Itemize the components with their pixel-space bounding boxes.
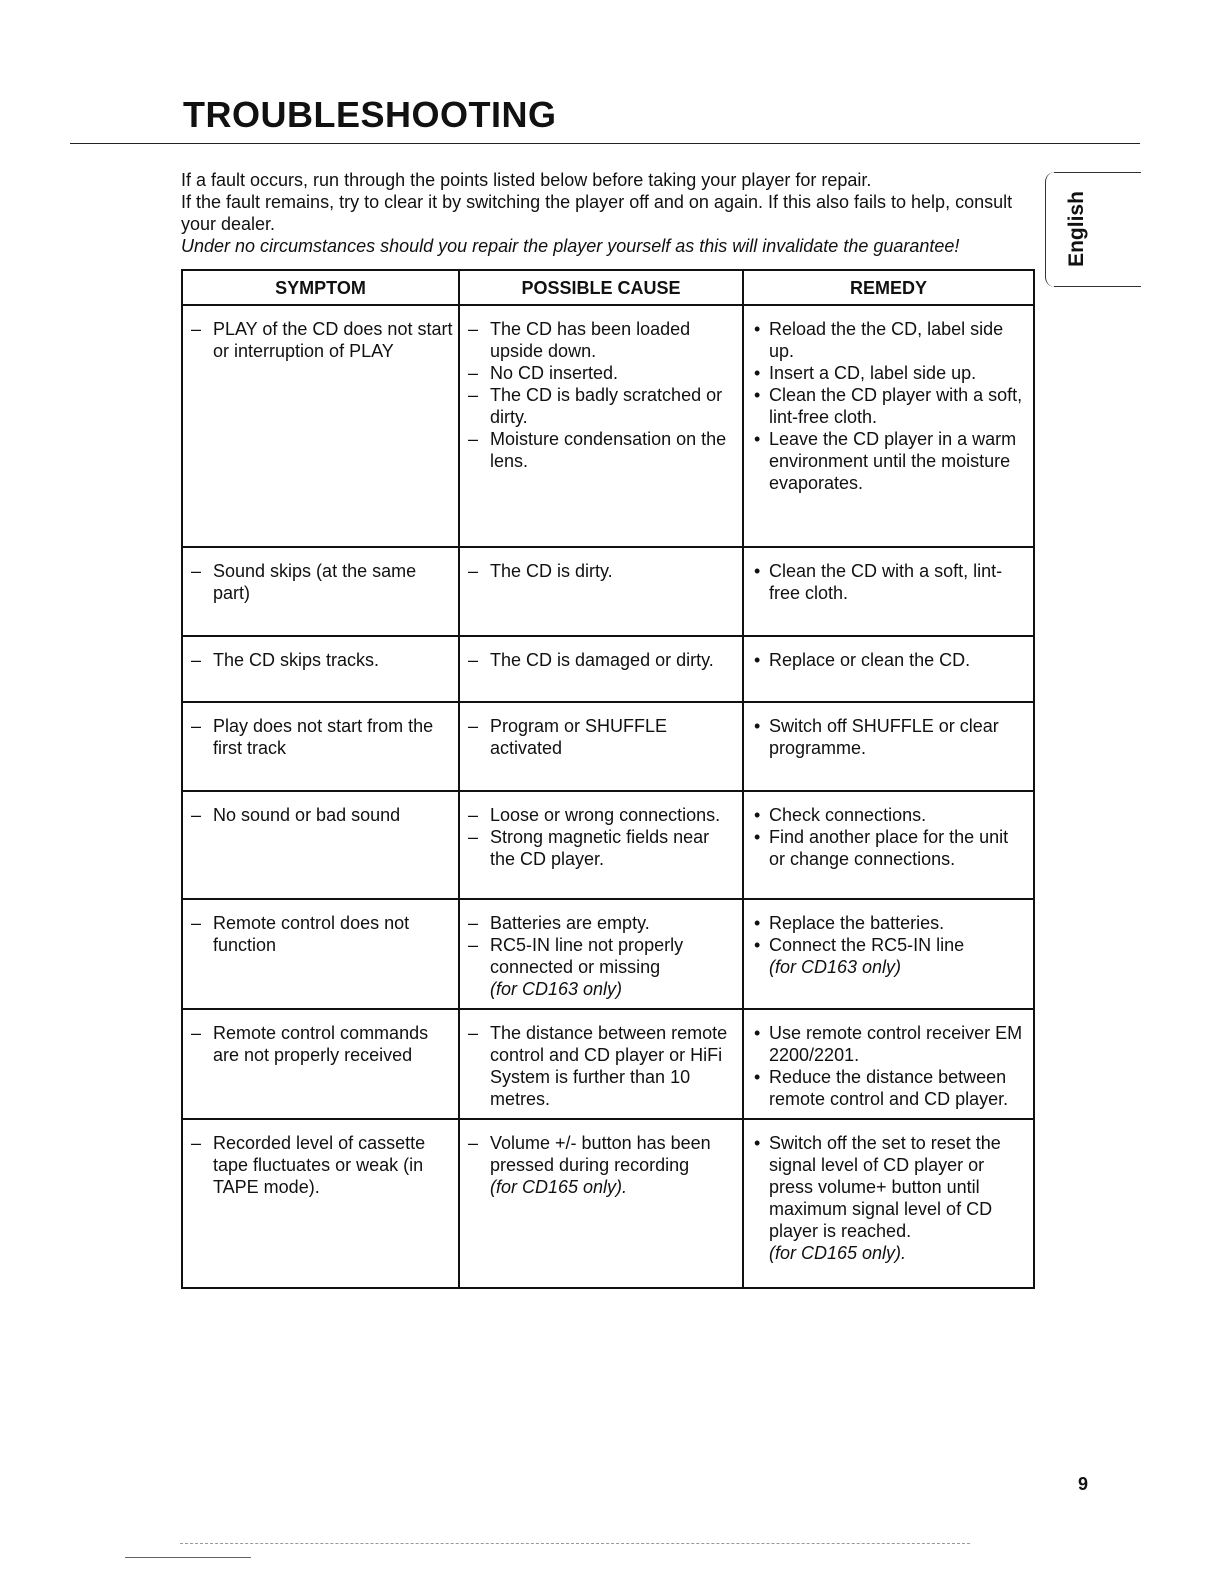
- remedy-cell-item: [752, 826, 1029, 870]
- cause-cell-text: The CD has been loaded upside down.: [490, 319, 691, 361]
- remedy-cell-item: [752, 715, 1029, 759]
- remedy-cell-text: Replace the batteries.: [769, 913, 945, 933]
- cause-cell-list: [468, 560, 738, 582]
- cause-cell-item: [468, 934, 738, 1000]
- remedy-cell-text: Replace or clean the CD.: [769, 650, 971, 670]
- symptom-cell: [182, 636, 459, 702]
- intro-line-1: If a fault occurs, run through the points listed below before taking your player for repair.: [181, 170, 872, 190]
- symptom-cell-text: Remote control does not function: [213, 913, 410, 955]
- model-note: (for CD163 only): [490, 979, 623, 999]
- cause-cell-text: The CD is dirty.: [490, 561, 613, 581]
- cause-cell-item: [468, 384, 738, 428]
- page-number: 9: [1078, 1474, 1089, 1494]
- symptom-cell-list: [191, 1132, 454, 1198]
- header-symptom: SYMPTOM: [182, 270, 459, 305]
- table-row: [182, 702, 1034, 791]
- symptom-cell-text: PLAY of the CD does not start or interruption of PLAY: [213, 319, 453, 361]
- remedy-cell-text: Use remote control receiver EM 2200/2201.: [769, 1023, 1023, 1065]
- symptom-cell-text: Remote control commands are not properly received: [213, 1023, 429, 1065]
- symptom-cell-item: [191, 649, 454, 671]
- remedy-cell: [743, 547, 1034, 636]
- cause-cell-text: Strong magnetic fields near the CD player.: [490, 827, 710, 869]
- cause-cell-list: [468, 912, 738, 1000]
- remedy-cell: [743, 305, 1034, 547]
- symptom-cell-text: No sound or bad sound: [213, 805, 401, 825]
- intro-line-2: If the fault remains, try to clear it by switching the player off and on again. If this also fails to help, consult your dealer.: [181, 192, 1013, 234]
- remedy-cell-text: Switch off SHUFFLE or clear programme.: [769, 716, 999, 758]
- remedy-cell: [743, 1009, 1034, 1119]
- cause-cell-item: [468, 804, 738, 826]
- cause-cell-item: [468, 362, 738, 384]
- cause-cell-list: [468, 804, 738, 870]
- remedy-cell-item: [752, 1022, 1029, 1066]
- cause-cell: [459, 547, 743, 636]
- symptom-cell-item: [191, 318, 454, 362]
- remedy-cell: [743, 791, 1034, 899]
- cause-cell-item: [468, 1022, 738, 1110]
- symptom-cell-list: [191, 649, 454, 671]
- table-row: [182, 1009, 1034, 1119]
- header-possible-cause: POSSIBLE CAUSE: [459, 270, 743, 305]
- symptom-cell: [182, 702, 459, 791]
- symptom-cell-list: [191, 560, 454, 604]
- troubleshooting-table: [181, 269, 1035, 1289]
- cause-cell-text: The distance between remote control and CD player or HiFi System is further than 10 metres.: [490, 1023, 728, 1109]
- cause-cell-item: [468, 560, 738, 582]
- remedy-cell-list: [752, 1132, 1029, 1264]
- cause-cell-list: [468, 1132, 738, 1198]
- remedy-cell-list: [752, 715, 1029, 759]
- cause-cell-text: The CD is badly scratched or dirty.: [490, 385, 723, 427]
- table-row: [182, 636, 1034, 702]
- table-row: [182, 1119, 1034, 1288]
- remedy-cell-text: Switch off the set to reset the signal level of CD player or press volume+ button until maximum signal level of CD player is reached.: [769, 1133, 1001, 1241]
- remedy-cell-item: [752, 384, 1029, 428]
- remedy-cell-list: [752, 912, 1029, 978]
- symptom-cell-item: [191, 560, 454, 604]
- language-tab: [1045, 172, 1141, 287]
- remedy-cell-list: [752, 318, 1029, 494]
- model-note: (for CD165 only).: [490, 1177, 628, 1197]
- symptom-cell-text: Sound skips (at the same part): [213, 561, 417, 603]
- remedy-cell-item: [752, 560, 1029, 604]
- symptom-cell-list: [191, 318, 454, 362]
- language-tab-label: English: [1065, 191, 1088, 267]
- cause-cell-list: [468, 318, 738, 472]
- symptom-cell-item: [191, 1022, 454, 1066]
- symptom-cell: [182, 1119, 459, 1288]
- remedy-cell-text: Leave the CD player in a warm environment until the moisture evaporates.: [769, 429, 1017, 493]
- remedy-cell-text: Connect the RC5-IN line: [769, 935, 965, 955]
- symptom-cell: [182, 305, 459, 547]
- symptom-cell: [182, 547, 459, 636]
- symptom-cell-list: [191, 1022, 454, 1066]
- symptom-cell-item: [191, 715, 454, 759]
- cause-cell-item: [468, 649, 738, 671]
- cause-cell: [459, 1009, 743, 1119]
- symptom-cell-text: The CD skips tracks.: [213, 650, 380, 670]
- symptom-cell-item: [191, 912, 454, 956]
- remedy-cell-item: [752, 934, 1029, 978]
- cause-cell-text: RC5-IN line not properly connected or missing: [490, 935, 684, 977]
- remedy-cell-item: [752, 1066, 1029, 1110]
- table-header-row: [182, 270, 1034, 305]
- remedy-cell-text: Reduce the distance between remote control and CD player.: [769, 1067, 1009, 1109]
- cause-cell-text: Batteries are empty.: [490, 913, 650, 933]
- cause-cell: [459, 1119, 743, 1288]
- cause-cell-text: Loose or wrong connections.: [490, 805, 721, 825]
- cause-cell-item: [468, 318, 738, 362]
- cause-cell-list: [468, 649, 738, 671]
- cause-cell-item: [468, 428, 738, 472]
- cause-cell-item: [468, 715, 738, 759]
- guarantee-warning: Under no circumstances should you repair the player yourself as this will invalidate the guarantee!: [181, 236, 960, 256]
- cause-cell-text: No CD inserted.: [490, 363, 619, 383]
- cause-cell: [459, 305, 743, 547]
- symptom-cell-list: [191, 804, 454, 826]
- model-note: (for CD163 only): [769, 957, 902, 977]
- table-row: [182, 305, 1034, 547]
- cause-cell-item: [468, 826, 738, 870]
- cause-cell: [459, 899, 743, 1009]
- page-title: TROUBLESHOOTING: [183, 94, 557, 135]
- remedy-cell-item: [752, 428, 1029, 494]
- remedy-cell-item: [752, 649, 1029, 671]
- remedy-cell-list: [752, 560, 1029, 604]
- remedy-cell-text: Insert a CD, label side up.: [769, 363, 977, 383]
- symptom-cell-list: [191, 912, 454, 956]
- table-body: [182, 305, 1034, 1288]
- remedy-cell-item: [752, 912, 1029, 934]
- remedy-cell-text: Check connections.: [769, 805, 927, 825]
- remedy-cell-text: Find another place for the unit or change connections.: [769, 827, 1009, 869]
- intro-text: [181, 169, 1041, 257]
- symptom-cell: [182, 791, 459, 899]
- header-remedy: REMEDY: [743, 270, 1034, 305]
- symptom-cell-text: Recorded level of cassette tape fluctuates or weak (in TAPE mode).: [213, 1133, 426, 1197]
- remedy-cell-item: [752, 804, 1029, 826]
- remedy-cell: [743, 899, 1034, 1009]
- symptom-cell-list: [191, 715, 454, 759]
- symptom-cell-text: Play does not start from the first track: [213, 716, 434, 758]
- table-row: [182, 791, 1034, 899]
- cause-cell-item: [468, 912, 738, 934]
- table-row: [182, 899, 1034, 1009]
- footer-link-line: [125, 1557, 251, 1558]
- remedy-cell-text: Reload the the CD, label side up.: [769, 319, 1004, 361]
- cause-cell-text: Moisture condensation on the lens.: [490, 429, 727, 471]
- cause-cell-list: [468, 715, 738, 759]
- cause-cell-item: [468, 1132, 738, 1198]
- remedy-cell-text: Clean the CD with a soft, lint-free cloth.: [769, 561, 1003, 603]
- remedy-cell-list: [752, 649, 1029, 671]
- remedy-cell: [743, 636, 1034, 702]
- cause-cell: [459, 791, 743, 899]
- cause-cell-list: [468, 1022, 738, 1110]
- remedy-cell-item: [752, 362, 1029, 384]
- symptom-cell-item: [191, 804, 454, 826]
- model-note: (for CD165 only).: [769, 1243, 907, 1263]
- table-row: [182, 547, 1034, 636]
- symptom-cell: [182, 1009, 459, 1119]
- remedy-cell-list: [752, 1022, 1029, 1110]
- title-divider: [70, 143, 1140, 144]
- cause-cell-text: Volume +/- button has been pressed during recording: [490, 1133, 711, 1175]
- cause-cell: [459, 636, 743, 702]
- cause-cell: [459, 702, 743, 791]
- symptom-cell: [182, 899, 459, 1009]
- cause-cell-text: The CD is damaged or dirty.: [490, 650, 714, 670]
- remedy-cell: [743, 702, 1034, 791]
- remedy-cell-item: [752, 1132, 1029, 1264]
- footer-rule: [180, 1543, 970, 1544]
- symptom-cell-item: [191, 1132, 454, 1198]
- remedy-cell-list: [752, 804, 1029, 870]
- cause-cell-text: Program or SHUFFLE activated: [490, 716, 668, 758]
- remedy-cell-text: Clean the CD player with a soft, lint-free cloth.: [769, 385, 1023, 427]
- remedy-cell: [743, 1119, 1034, 1288]
- remedy-cell-item: [752, 318, 1029, 362]
